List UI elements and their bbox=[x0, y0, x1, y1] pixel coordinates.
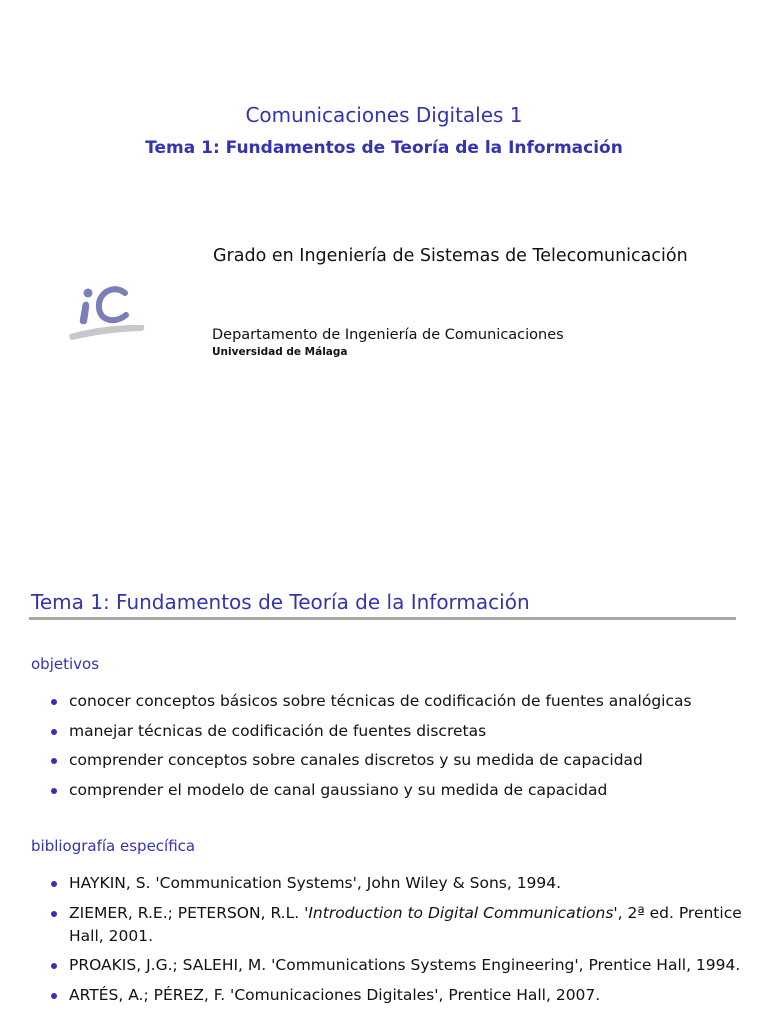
objectives-heading: objetivos bbox=[31, 655, 100, 673]
course-title: Comunicaciones Digitales 1 bbox=[245, 103, 523, 127]
bullet-icon bbox=[51, 729, 57, 735]
bullet-icon bbox=[51, 993, 57, 999]
bullet-icon bbox=[51, 699, 57, 705]
list-item: manejar técnicas de codificación de fuentes discretas bbox=[49, 720, 759, 743]
list-item: HAYKIN, S. 'Communication Systems', John Wiley & Sons, 1994. bbox=[49, 872, 759, 895]
slide-title: Tema 1: Fundamentos de Teoría de la Información bbox=[31, 590, 530, 614]
bullet-icon bbox=[51, 881, 57, 887]
bullet-icon bbox=[51, 758, 57, 764]
list-item: ZIEMER, R.E.; PETERSON, R.L. 'Introduction to Digital Communications', 2ª ed. Prentice Hall, 2001. bbox=[49, 902, 759, 948]
university-name: Universidad de Málaga bbox=[212, 346, 348, 358]
degree-name: Grado en Ingeniería de Sistemas de Telecomunicación bbox=[213, 246, 688, 266]
bullet-icon bbox=[51, 911, 57, 917]
bullet-icon bbox=[51, 788, 57, 794]
department-name: Departamento de Ingeniería de Comunicaciones bbox=[212, 327, 564, 343]
ic-logo-icon bbox=[68, 278, 148, 346]
bullet-icon bbox=[51, 963, 57, 969]
bibliography-heading: bibliografía específica bbox=[31, 837, 196, 855]
list-item: comprender el modelo de canal gaussiano y su medida de capacidad bbox=[49, 779, 759, 802]
list-item: PROAKIS, J.G.; SALEHI, M. 'Communications Systems Engineering', Prentice Hall, 1994. bbox=[49, 954, 759, 977]
list-item: ARTÉS, A.; PÉREZ, F. 'Comunicaciones Digitales', Prentice Hall, 2007. bbox=[49, 984, 759, 1007]
topic-title: Tema 1: Fundamentos de Teoría de la Información bbox=[145, 138, 623, 158]
list-item: comprender conceptos sobre canales discretos y su medida de capacidad bbox=[49, 749, 759, 772]
list-item: conocer conceptos básicos sobre técnicas de codificación de fuentes analógicas bbox=[49, 690, 759, 713]
bibliography-list bbox=[49, 872, 759, 1013]
title-divider bbox=[29, 617, 736, 620]
objectives-list bbox=[49, 690, 759, 808]
